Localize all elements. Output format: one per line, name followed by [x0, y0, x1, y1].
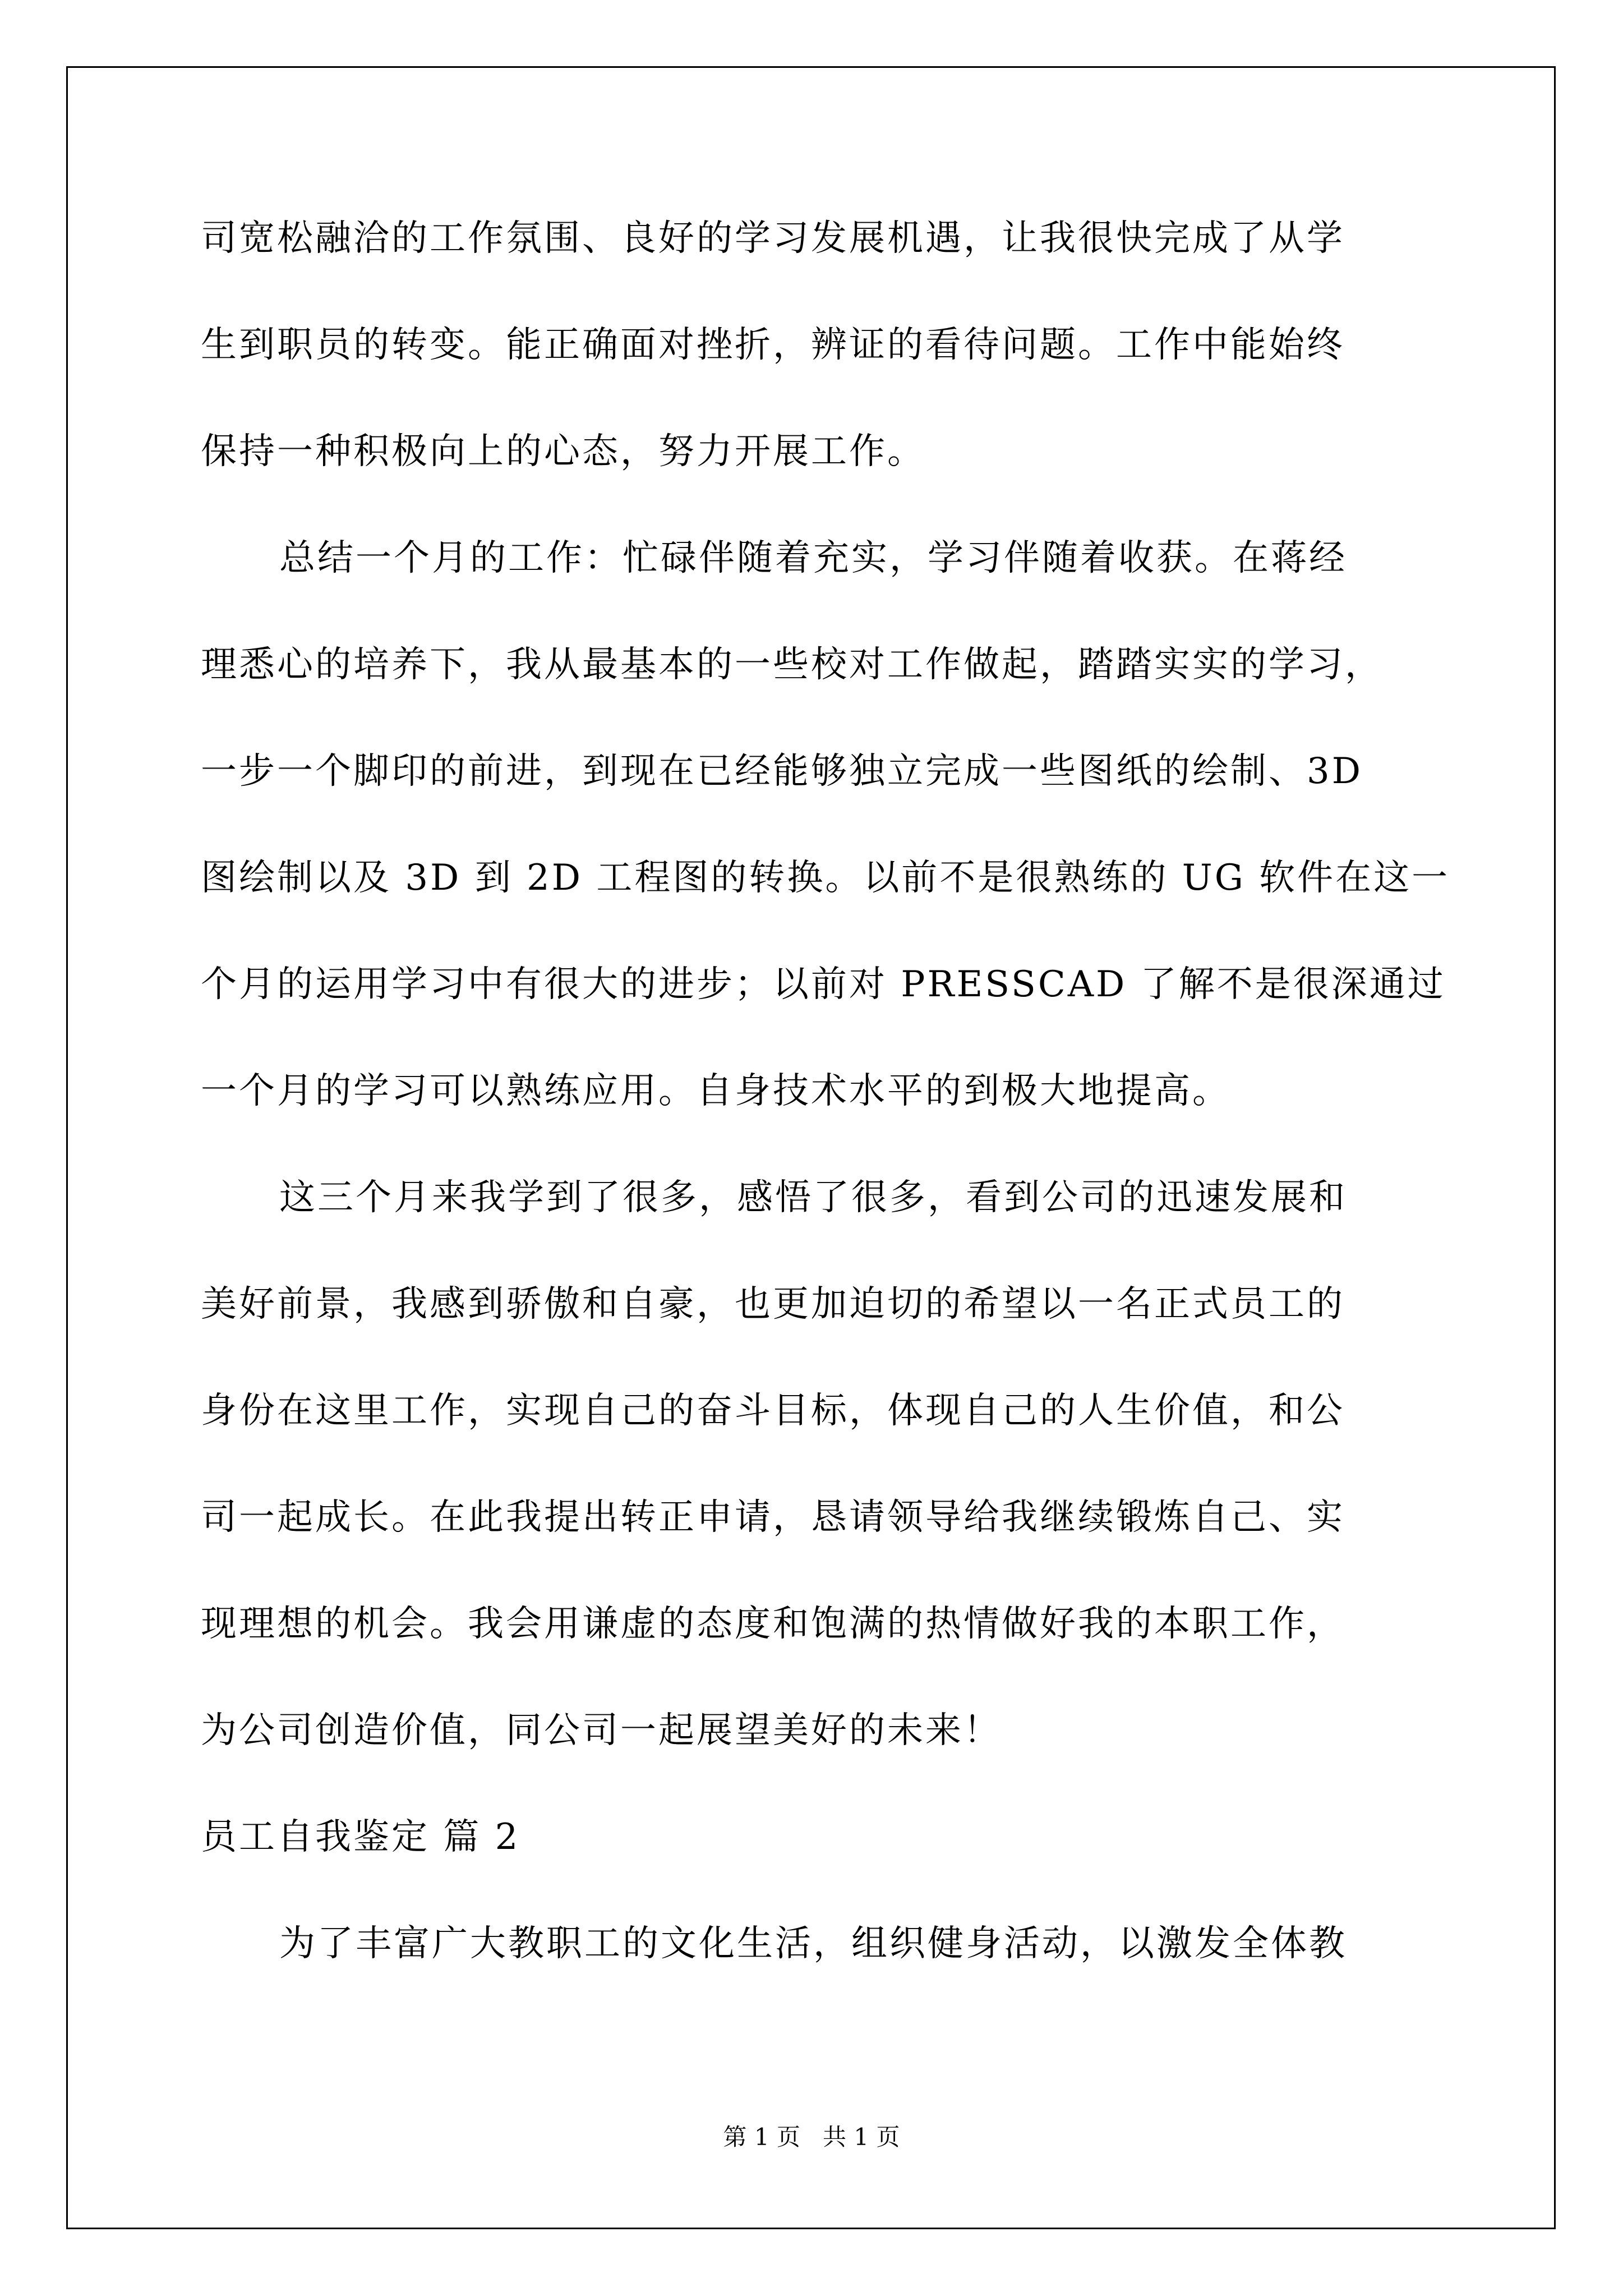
text-line: 理悉心的培养下，我从最基本的一些校对工作做起，踏踏实实的学习，	[201, 644, 1383, 685]
text-line: 图绘制以及 3D 到 2D 工程图的转换。以前不是很熟练的 UG 软件在这一	[201, 857, 1450, 899]
text-line: 为公司创造价值，同公司一起展望美好的未来！	[201, 1710, 1002, 1751]
text-line: 个月的运用学习中有很大的进步；以前对 PRESSCAD 了解不是很深通过	[201, 964, 1446, 1005]
text-line: 美好前景，我感到骄傲和自豪，也更加迫切的希望以一名正式员工的	[201, 1283, 1345, 1325]
text-line: 一个月的学习可以熟练应用。自身技术水平的到极大地提高。	[201, 1070, 1230, 1112]
text-line: 身份在这里工作，实现自己的奋斗目标，体现自己的人生价值，和公	[201, 1390, 1345, 1432]
section-heading: 员工自我鉴定 篇 2	[201, 1816, 520, 1858]
page-border	[66, 66, 1556, 2229]
text-line: 保持一种积极向上的心态，努力开展工作。	[201, 431, 925, 472]
paragraph-start-line: 这三个月来我学到了很多，感悟了很多，看到公司的迅速发展和	[279, 1177, 1347, 1218]
text-line: 一步一个脚印的前进，到现在已经能够独立完成一些图纸的绘制、3D	[201, 751, 1363, 792]
paragraph-start-line: 为了丰富广大教职工的文化生活，组织健身活动，以激发全体教	[279, 1923, 1347, 1964]
page-number-footer: 第 1 页 共 1 页	[723, 2123, 900, 2151]
paragraph-start-line: 总结一个月的工作：忙碌伴随着充实，学习伴随着收获。在蒋经	[279, 537, 1347, 579]
text-line: 现理想的机会。我会用谦虚的态度和饱满的热情做好我的本职工作，	[201, 1603, 1345, 1645]
text-line: 司一起成长。在此我提出转正申请，恳请领导给我继续锻炼自己、实	[201, 1497, 1345, 1538]
text-line: 司宽松融洽的工作氛围、良好的学习发展机遇，让我很快完成了从学	[201, 218, 1345, 259]
text-line: 生到职员的转变。能正确面对挫折，辨证的看待问题。工作中能始终	[201, 324, 1345, 366]
